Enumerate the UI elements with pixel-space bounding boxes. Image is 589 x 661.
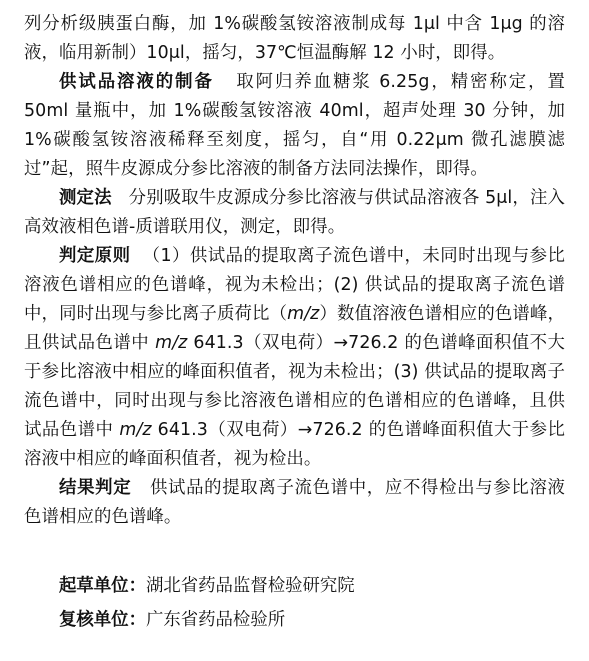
drafting-unit-row	[59, 569, 355, 603]
criteria-text-2: ）数值溶液色谱相应的色谱峰，且供试品色谱中	[24, 304, 565, 353]
review-unit-label: 复核单位：	[59, 610, 146, 630]
criteria-text-1: （1）供试品的提取离子流色谱中，未同时出现与参比溶液色谱相应的色谱峰，视为未检出；(2) 供试品的提取离子流色谱中，同时出现与参比离子质荷比（	[24, 246, 566, 324]
criteria-mz-3: m/z	[119, 420, 152, 440]
review-unit-row	[59, 603, 355, 637]
result-paragraph	[24, 474, 565, 532]
result-text: 供试品的提取离子流色谱中，应不得检出与参比溶液色谱相应的色谱峰。	[24, 478, 566, 527]
criteria-paragraph	[24, 242, 565, 474]
criteria-mz-2: m/z	[155, 333, 188, 353]
intro-paragraph	[24, 10, 565, 68]
criteria-text-4: 641.3（双电荷）→726.2 的色谱峰面积值大于参比溶液中相应的峰面积值者，视为检出。	[24, 420, 565, 469]
document-body	[24, 10, 565, 532]
sample-prep-heading: 供试品溶液的制备	[59, 72, 214, 92]
intro-text: 列分析级胰蛋白酶，加 1%碳酸氢铵溶液制成每 1μl 中含 1μg 的溶液，临用新制）10μl，摇匀，37℃恒温酶解 12 小时，即得。	[24, 14, 565, 63]
method-paragraph	[24, 184, 565, 242]
method-heading: 测定法	[59, 188, 112, 208]
sample-prep-paragraph	[24, 68, 565, 184]
method-text: 分别吸取牛皮源成分参比溶液与供试品溶液各 5μl，注入高效液相色谱-质谱联用仪，测定，即得。	[24, 188, 565, 237]
sample-prep-text: 取阿归养血糖浆 6.25g，精密称定，置 50ml 量瓶中，加 1%碳酸氢铵溶液 40ml，超声处理 30 分钟，加 1%碳酸氢铵溶液稀释至刻度，摇匀，自“用 0.22μm 微孔滤膜滤过”起，照牛皮源成分参比溶液的制备方法同法操作，即得。	[24, 72, 565, 179]
document-footer	[59, 569, 355, 637]
criteria-heading: 判定原则	[59, 246, 131, 266]
drafting-unit-value: 湖北省药品监督检验研究院	[145, 576, 355, 596]
result-heading: 结果判定	[59, 478, 132, 498]
criteria-mz-1: m/z	[287, 304, 320, 324]
drafting-unit-label: 起草单位：	[59, 576, 146, 596]
review-unit-value: 广东省药品检验所	[145, 610, 286, 630]
criteria-text-3: 641.3（双电荷）→726.2 的色谱峰面积值不大于参比溶液中相应的峰面积值者，视为未检出；(3) 供试品的提取离子流色谱中，同时出现与参比溶液色谱相应的色谱相应的色谱峰，且供试品色谱中	[24, 333, 565, 440]
